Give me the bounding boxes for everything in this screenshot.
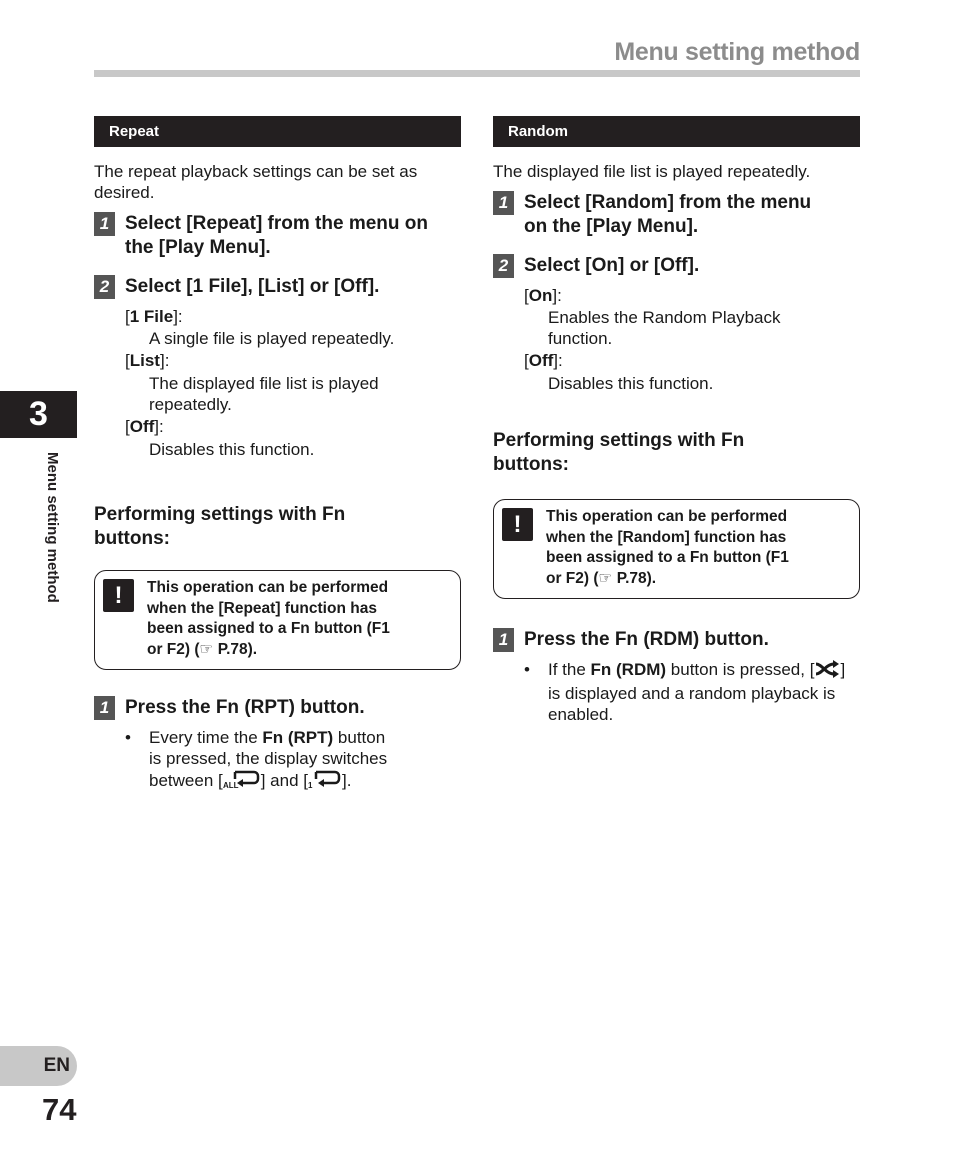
caution-note-text: This operation can be performed when the [Random] function has been assigned to a Fn button (F1 or F2) (☞ P.78).	[546, 508, 789, 587]
caution-icon: !	[502, 508, 533, 541]
option-1-file-desc: A single file is played repeatedly.	[149, 329, 395, 348]
repeat-one-icon	[308, 769, 342, 794]
random-intro: The displayed file list is played repeatedly.	[493, 162, 811, 181]
option-off-desc: Disables this function.	[548, 374, 714, 393]
repeat-step-1: Select [Repeat] from the menu on the [Play Menu].	[125, 213, 429, 258]
fn-heading-left: Performing settings with Fn buttons:	[94, 504, 346, 549]
option-list: [List]:	[125, 351, 170, 370]
section-bar-random: Random	[493, 116, 860, 147]
caution-note-repeat	[94, 570, 461, 670]
fn-heading-right: Performing settings with Fn buttons:	[493, 430, 745, 475]
repeat-intro	[94, 161, 417, 203]
chapter-tab: 3	[0, 391, 77, 438]
page-title: Menu setting method	[614, 38, 860, 66]
random-bullet-text: If the Fn (RDM) button is pressed, [ ] is displayed and a random playback is enabled.	[548, 660, 846, 724]
svg-text:ALL: ALL	[222, 781, 239, 789]
step-number: 1	[493, 191, 514, 215]
press-fn-rdm: Press the Fn (RDM) button.	[524, 629, 769, 650]
bullet-dot: •	[524, 660, 530, 679]
step-number: 2	[94, 275, 115, 299]
option-1-file: [1 File]:	[125, 307, 183, 326]
option-on-desc: Enables the Random Playback function.	[548, 308, 781, 348]
step-number: 1	[94, 696, 115, 720]
svg-text:1: 1	[308, 781, 313, 789]
caution-note-text: This operation can be performed when the [Repeat] function has been assigned to a Fn button (F1 or F2) (☞ P.78).	[147, 579, 390, 658]
option-off: [Off]:	[125, 417, 164, 436]
repeat-intro-line-1: The repeat playback settings can be set as	[94, 162, 418, 181]
option-off: [Off]:	[524, 351, 563, 370]
section-bar-repeat: Repeat	[94, 116, 461, 147]
caution-icon: !	[103, 579, 134, 612]
step-number: 1	[94, 212, 115, 236]
step-number: 1	[493, 628, 514, 652]
title-rule	[94, 70, 860, 77]
option-off-desc: Disables this function.	[149, 440, 315, 459]
bullet-dot: •	[125, 728, 131, 747]
step-number: 2	[493, 254, 514, 278]
option-list-desc: The displayed file list is played repeatedly.	[149, 374, 379, 414]
random-icon	[814, 660, 840, 683]
side-label	[37, 452, 63, 642]
page-number: 74	[42, 1092, 77, 1127]
option-on: [On]:	[524, 286, 562, 305]
random-step-2: Select [On] or [Off].	[524, 255, 700, 276]
repeat-all-icon	[223, 769, 261, 794]
random-step-1: Select [Random] from the menu on the [Play Menu].	[524, 192, 812, 237]
caution-note-random	[493, 499, 860, 599]
repeat-intro-line-2: desired.	[94, 183, 155, 202]
language-badge: EN	[0, 1046, 77, 1086]
repeat-bullet-text: Every time the Fn (RPT) button is pressed, the display switches between [ ALL ] and [ 1 ].	[149, 727, 387, 794]
side-label-text: Menu setting method	[44, 452, 61, 603]
repeat-step-2: Select [1 File], [List] or [Off].	[125, 276, 380, 297]
press-fn-rpt: Press the Fn (RPT) button.	[125, 697, 365, 718]
